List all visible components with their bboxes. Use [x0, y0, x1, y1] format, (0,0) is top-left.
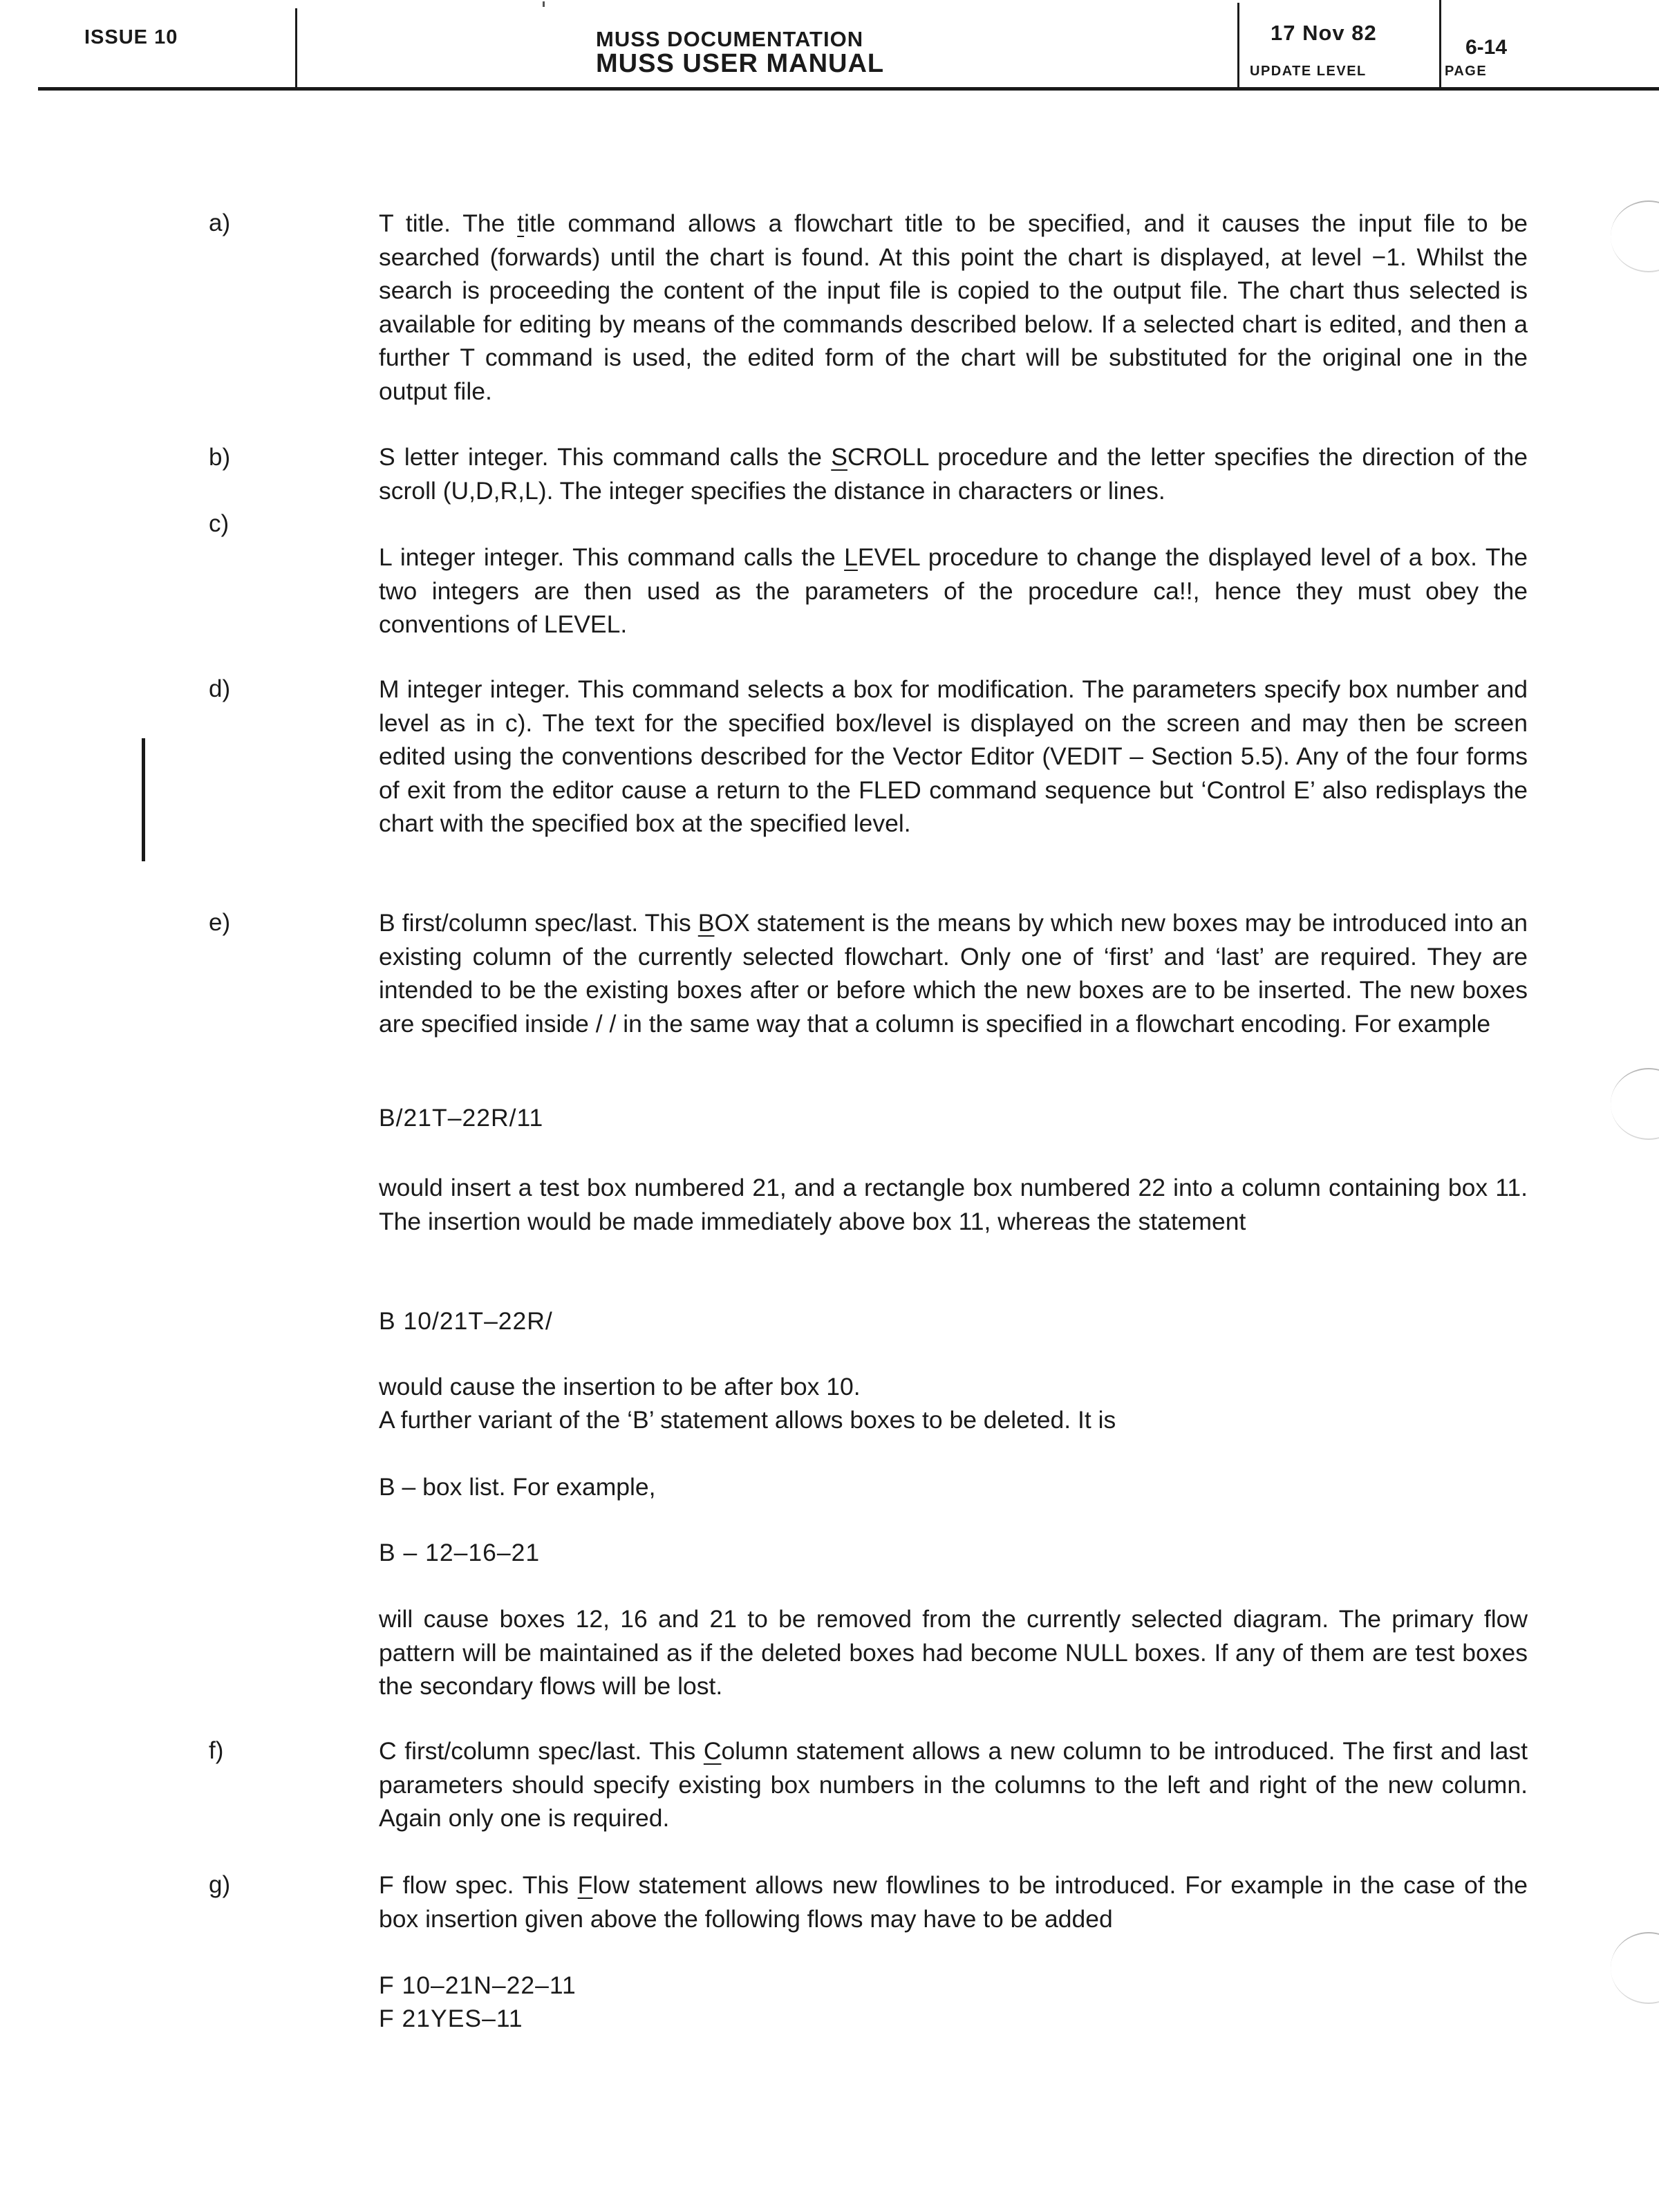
code-example: F 10–21N–22–11: [379, 1971, 577, 1999]
mnemonic-letter: B: [697, 909, 715, 937]
item-label-b: b): [209, 444, 231, 471]
code-example: B 10/21T–22R/: [379, 1307, 553, 1335]
page-number: 6-14: [1465, 36, 1508, 59]
change-bar: [142, 738, 145, 861]
page-label: PAGE: [1445, 64, 1488, 79]
code-example: F 21YES–11: [379, 2005, 523, 2032]
item-c-text: L integer integer. This command calls the LEVEL procedure to change the displayed level of a box. The two integers are then used as the parameters of the procedure ca!!, hence they must obey the conventions of LEVEL.: [379, 543, 1528, 638]
header-rule: [38, 87, 1659, 91]
punch-hole: [1611, 1068, 1659, 1140]
item-e-explanation: would insert a test box numbered 21, and a rectangle box numbered 22 into a column containing box 11. The insertion would be made immediately above box 11, whereas the statement: [379, 1174, 1528, 1235]
mnemonic-letter: S: [831, 443, 847, 471]
item-label-d: d): [209, 675, 231, 702]
code-example: B/21T–22R/11: [379, 1104, 544, 1132]
item-g-text: F flow spec. This Flow statement allows new flowlines to be introduced. For example in the case of the box insertion given above the following flows may have to be added: [379, 1871, 1528, 1933]
item-e-explanation: will cause boxes 12, 16 and 21 to be removed from the currently selected diagram. The primary flow pattern will be maintained as if the deleted boxes had become NULL boxes. If any of them are test boxes the secondary flows will be lost.: [379, 1605, 1528, 1700]
item-a-text: T title. The title command allows a flowchart title to be specified, and it causes the input file to be searched (forwards) until the chart is found. At this point the chart is displayed, at level −1. Whilst the search is proceeding the content of the input file is copied to the output file. The chart thus selected is available for editing by means of the commands described below. If a selected chart is edited, and then a further T command is used, the edited form of the chart will be substituted for the original one in the output file.: [379, 209, 1528, 405]
update-level-label: UPDATE LEVEL: [1250, 64, 1367, 79]
mnemonic-letter: t: [517, 209, 525, 237]
item-e-explanation: would cause the insertion to be after box 10.: [379, 1373, 861, 1400]
item-label-e: e): [209, 909, 231, 936]
item-e-explanation: A further variant of the ‘B’ statement allows boxes to be deleted. It is: [379, 1406, 1116, 1434]
item-label-c: c): [209, 510, 229, 537]
punch-hole: [1611, 200, 1659, 272]
header-divider: [295, 8, 297, 89]
item-label-f: f): [209, 1737, 224, 1764]
header-divider: [1237, 3, 1239, 89]
mnemonic-letter: L: [844, 543, 858, 571]
page-header: [0, 0, 1659, 90]
item-f-text: C first/column spec/last. This Column statement allows a new column to be introduced. The first and last parameters should specify existing box numbers in the columns to the left and right of the new column. Again only one is required.: [379, 1737, 1528, 1832]
item-d-text: M integer integer. This command selects a box for modification. The parameters specify box number and level as in c). The text for the specified box/level is displayed on the screen and may then be screen edited using the conventions described for the Vector Editor (VEDIT – Section 5.5). Any of the four forms of exit from the editor cause a return to the FLED command sequence but ‘Control E’ also redisplays the chart with the specified box at the specified level.: [379, 675, 1528, 837]
mnemonic-letter: C: [703, 1737, 722, 1765]
item-b-text: S letter integer. This command calls the SCROLL procedure and the letter specifies the direction of the scroll (U,D,R,L). The integer specifies the distance in characters or lines.: [379, 443, 1528, 505]
manual-title: MUSS USER MANUAL: [596, 49, 885, 78]
header-divider: [1439, 0, 1441, 89]
item-e-text: B first/column spec/last. This BOX statement is the means by which new boxes may be introduced into an existing column of the currently selected flowchart. Only one of ‘first’ and ‘last’ are required. They are intended to be the existing boxes after or before which the new boxes are to be inserted. The new boxes are specified inside / / in the same way that a column is specified in a flowchart encoding. For example: [379, 909, 1528, 1038]
item-label-a: a): [209, 209, 231, 236]
code-example: B – 12–16–21: [379, 1539, 541, 1566]
punch-hole: [1611, 1932, 1659, 2004]
documentation-title: MUSS DOCUMENTATION: [596, 27, 864, 51]
item-label-g: g): [209, 1871, 231, 1898]
delete-syntax: B – box list. For example,: [379, 1473, 656, 1501]
issue-number: ISSUE 10: [84, 26, 178, 48]
command-syntax: T title.: [379, 209, 451, 237]
mnemonic-letter: F: [577, 1871, 593, 1899]
update-date: 17 Nov 82: [1271, 21, 1377, 45]
scan-speck: [543, 1, 545, 7]
